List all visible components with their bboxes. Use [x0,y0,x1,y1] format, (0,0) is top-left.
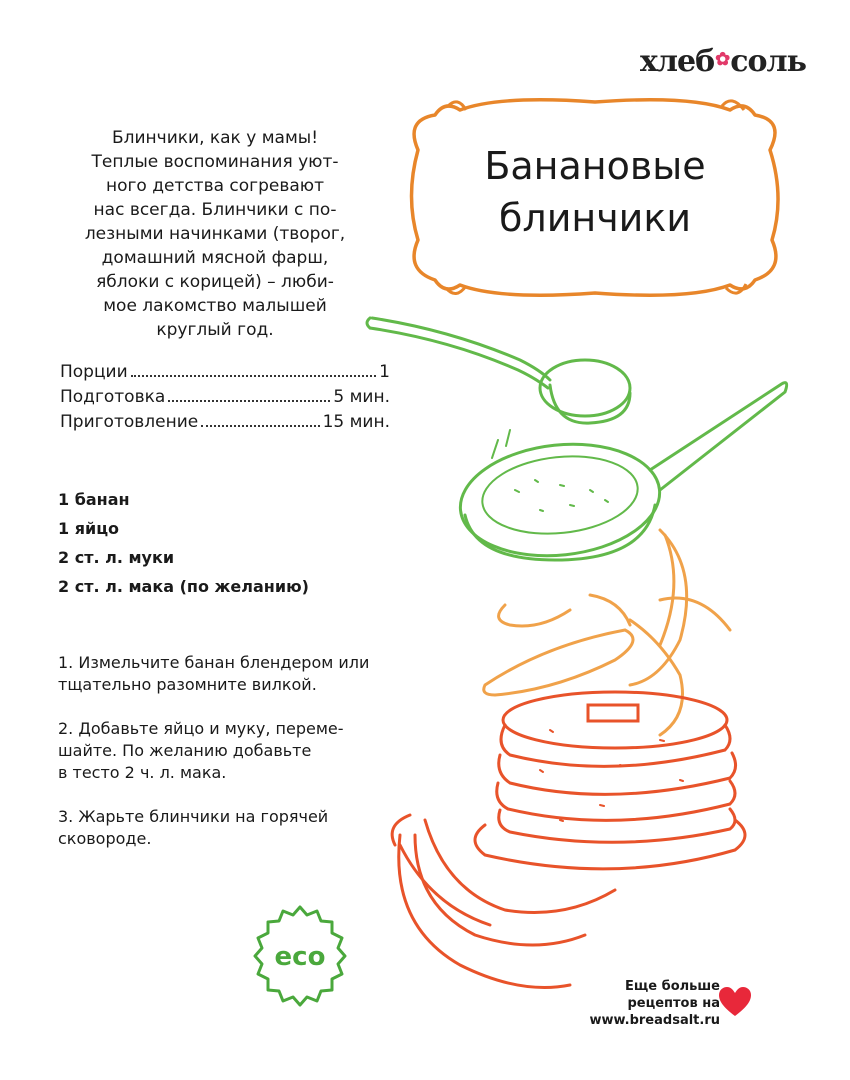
step-line: 2. Добавьте яйцо и муку, переме- [58,719,344,738]
meta-value: 1 [379,362,390,382]
title-line-1: Банановые [484,144,706,188]
intro-line: нас всегда. Блинчики с по- [93,200,337,220]
recipe-title [410,140,780,244]
meta-label: Подготовка [60,387,166,407]
pancake-stack-drawing [475,692,745,869]
recipe-illustration [360,300,850,1010]
step-item [58,652,408,696]
ladle-drawing [367,318,630,423]
logo-text-part2: соль [730,44,807,79]
step-item [58,718,408,784]
step-line: шайте. По желанию добавьте [58,741,312,760]
meta-label: Приготовление [60,412,199,432]
steps-list [58,652,408,872]
ingredient-item: 1 яйцо [58,519,120,538]
ingredients-list [58,485,309,601]
intro-line: Блинчики, как у мамы! [111,128,319,148]
step-line: в тесто 2 ч. л. мака. [58,763,227,782]
intro-line: лезными начинками (творог, [84,224,346,244]
more-recipes-line: рецептов на [627,996,720,1011]
more-recipes-note [560,978,720,1029]
step-line: тщательно разомните вилкой. [58,675,317,694]
meta-servings [60,360,390,385]
pan-drawing [455,383,787,565]
flower-icon: ✿ [715,49,730,70]
eco-badge [240,902,360,1012]
recipe-meta [60,360,390,435]
meta-cook [60,410,390,435]
step-item [58,806,408,850]
intro-line: домашний мясной фарш, [101,248,329,268]
intro-text [55,126,375,342]
logo-text-part1: хлеб [640,44,715,79]
eco-badge-text: eco [274,942,326,972]
ingredient-item: 2 ст. л. муки [58,548,175,567]
meta-value: 5 мин. [333,387,390,407]
leader-dots [168,400,330,402]
heart-icon [717,984,753,1020]
ingredient-item: 2 ст. л. мака (по желанию) [58,577,309,596]
leader-dots [131,375,377,377]
step-line: 3. Жарьте блинчики на горячей [58,807,329,826]
intro-line: ного детства согревают [105,176,325,196]
more-recipes-line: Еще больше [625,979,720,994]
step-line: 1. Измельчите банан блендером или [58,653,370,672]
leader-dots [201,425,319,427]
intro-line: круглый год. [156,320,274,340]
banana-slice-drawing [484,630,633,695]
meta-label: Порции [60,362,128,382]
title-line-2: блинчики [498,196,692,240]
brand-logo [640,44,807,84]
website-link[interactable]: www.breadsalt.ru [589,1013,720,1028]
meta-prep [60,385,390,410]
intro-line: мое лакомство малышей [103,296,327,316]
meta-value: 15 мин. [322,412,390,432]
intro-line: яблоки с корицей) – люби- [96,272,334,292]
intro-line: Теплые воспоминания уют- [91,152,339,172]
step-line: сковороде. [58,829,152,848]
ingredient-item: 1 банан [58,490,130,509]
